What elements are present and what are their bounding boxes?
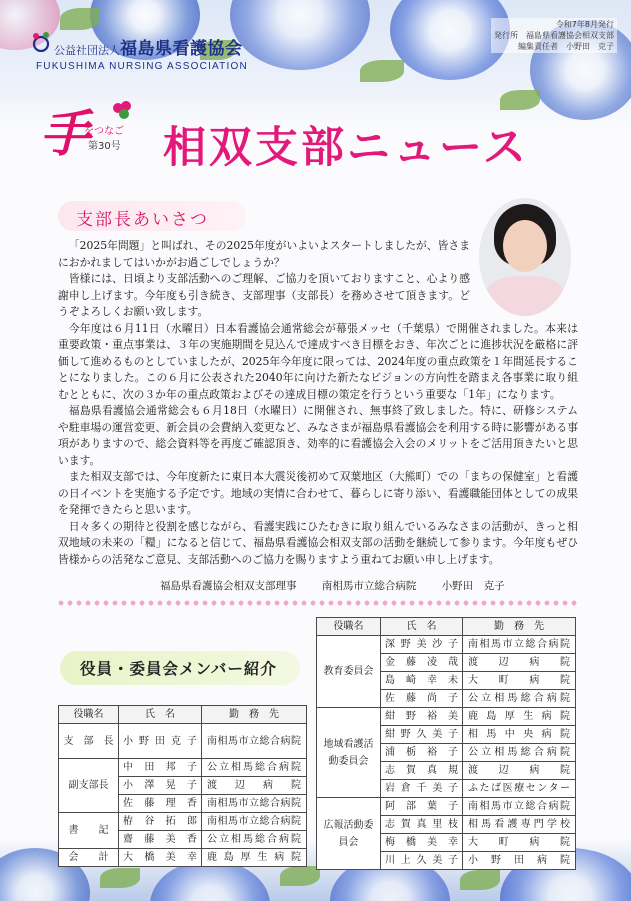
- member-name: 大橋美幸: [119, 849, 202, 867]
- committee-cell: 地域看護活動委員会: [317, 708, 381, 798]
- table-row: [59, 759, 307, 777]
- member-name: 志賀真規: [381, 762, 463, 780]
- emblem-subtitle: をつなご: [84, 126, 124, 137]
- member-workplace: 公立相馬総合病院: [202, 831, 307, 849]
- table-row: [59, 849, 307, 867]
- member-workplace: ふたば医療センター: [463, 780, 576, 798]
- member-workplace: 公立相馬総合病院: [463, 690, 576, 708]
- member-name: 阿部葉子: [381, 798, 463, 816]
- member-workplace: 渡辺病院: [202, 777, 307, 795]
- organization-name: [54, 34, 243, 59]
- greeting-body: [58, 238, 578, 568]
- clover-icon: [110, 100, 136, 120]
- greeting-paragraph: 今年度は６月11日（水曜日）日本看護協会通常総会が幕張メッセ（千葉県）で開催されました。本来は重要政策・重点事業は、３年の実施期間を見込んで達成すべき目標をおき、年次ごとに進捗状況を厳格に評価して進めるものとしていましたが、2025年今年度に限っては、2024年度の重点政策を１年間延長することになりました。この６月に公表された2040年に向けた新たなビジョンの方向性を踏まえ各事業に取り組むとともに、次の３か年の重点政策およびその達成目標の策定を行うという重要な「1年」になります。: [58, 321, 578, 401]
- table-row: [317, 708, 576, 726]
- column-header: 勤 務 先: [463, 618, 576, 636]
- member-workplace: 公立相馬総合病院: [463, 744, 576, 762]
- member-workplace: 鹿島厚生病院: [202, 849, 307, 867]
- member-name: 金藤凌哉: [381, 654, 463, 672]
- issue-number: 第30号: [88, 141, 121, 152]
- member-name: 岩倉千美子: [381, 780, 463, 798]
- member-workplace: 相馬看護専門学校: [463, 816, 576, 834]
- member-workplace: 小野田病院: [463, 852, 576, 870]
- member-name: 紺野久美子: [381, 726, 463, 744]
- table-row: [317, 636, 576, 654]
- greeting-heading-text: 支部長あいさつ: [76, 210, 209, 230]
- table-row: [59, 813, 307, 831]
- member-workplace: 南相馬市立総合病院: [463, 798, 576, 816]
- member-workplace: 鹿島厚生病院: [463, 708, 576, 726]
- editor: 編集責任者 小野田 克子: [518, 42, 614, 51]
- issue-emblem: [40, 106, 152, 166]
- column-header: 役職名: [59, 706, 119, 724]
- table-row: [59, 724, 307, 759]
- greeting-paragraph: 日々多くの期待と役割を感じながら、看護実践にひたむきに取り組んでいるみなさまの活動が、きっと相双地域の未来の「糧」になると信じて、福島県看護協会相双支部の活動を継続して参ります。今年度もぜひ皆様からの活発なご意見、支部活動へのご協力を賜りますよう重ねてお願い申し上げます。: [58, 519, 578, 566]
- member-workplace: 南相馬市立総合病院: [202, 724, 307, 759]
- role-cell: 会 計: [59, 849, 119, 867]
- committees-table: [316, 617, 576, 870]
- member-name: 齋藤美香: [119, 831, 202, 849]
- column-header: 氏 名: [381, 618, 463, 636]
- member-name: 佐藤尚子: [381, 690, 463, 708]
- member-name: 紺野裕美: [381, 708, 463, 726]
- member-workplace: 大町病院: [463, 672, 576, 690]
- member-name: 小野田克子: [119, 724, 202, 759]
- greeting-paragraph: 福島県看護協会通常総会も６月18日（水曜日）に開催され、無事終了致しました。特に、研修システムや駐車場の運営変更、新会員の会費納入変更など、みなさまが福島県看護協会を利用する時に影響がある事項がありますので、総会資料等を再度ご確認頂き、効率的に看護協会入会のメリットをご活用頂きたいと思います。: [58, 404, 578, 467]
- member-workplace: 南相馬市立総合病院: [202, 813, 307, 831]
- committee-cell: 広報活動委員会: [317, 798, 381, 870]
- column-header: 勤 務 先: [202, 706, 307, 724]
- member-name: 梅橋美幸: [381, 834, 463, 852]
- member-workplace: 南相馬市立総合病院: [463, 636, 576, 654]
- org-name: 福島県看護協会: [120, 39, 243, 59]
- member-name: 川上久美子: [381, 852, 463, 870]
- publication-info: [491, 18, 617, 53]
- member-name: 島崎幸未: [381, 672, 463, 690]
- association-logo-icon: [28, 30, 54, 52]
- greeting-signature: [160, 578, 580, 593]
- signer-affiliation: 南相馬市立総合病院: [321, 580, 417, 592]
- committee-cell: 教育委員会: [317, 636, 381, 708]
- member-workplace: 南相馬市立総合病院: [202, 795, 307, 813]
- roster-heading: [60, 651, 300, 685]
- greeting-paragraph: また相双支部では、今年度新たに東日本大震災後初めて双葉地区（大熊町）での「まちの保健室」と看護の日イベントを実施する予定です。地域の実情に合わせて、暮らしに寄り添い、看護職能団体としての成果を発揮できたらと思います。: [58, 470, 578, 516]
- newsletter-title: 相双支部ニュース: [163, 123, 529, 173]
- member-name: 中田邦子: [119, 759, 202, 777]
- member-name: 志賀真里枝: [381, 816, 463, 834]
- greeting-paragraph: 「2025年問題」と叫ばれ、その2025年度がいよいよスタートしましたが、皆さまにおかれましてはいかがお過ごしでしょうか？: [58, 239, 470, 269]
- publication-date: 令和7年8月発行: [555, 20, 614, 29]
- column-header: 氏 名: [119, 706, 202, 724]
- member-name: 佐藤理香: [119, 795, 202, 813]
- member-workplace: 渡辺病院: [463, 762, 576, 780]
- member-name: 深野美沙子: [381, 636, 463, 654]
- member-name: 小澤晃子: [119, 777, 202, 795]
- publisher: 発行所 福島県看護協会相双支部: [494, 31, 614, 40]
- officers-table: [58, 705, 307, 867]
- member-name: 浦栃裕子: [381, 744, 463, 762]
- dotted-divider: [56, 598, 580, 608]
- column-header: 役職名: [317, 618, 381, 636]
- table-row: [317, 798, 576, 816]
- member-workplace: 公立相馬総合病院: [202, 759, 307, 777]
- emblem-hand-character: 手: [40, 105, 90, 163]
- greeting-heading: [58, 201, 246, 231]
- member-workplace: 渡辺病院: [463, 654, 576, 672]
- table-header-row: [317, 618, 576, 636]
- member-workplace: 大町病院: [463, 834, 576, 852]
- table-header-row: [59, 706, 307, 724]
- signer-role: 福島県看護協会相双支部理事: [160, 580, 297, 592]
- org-english-name: FUKUSHIMA NURSING ASSOCIATION: [36, 61, 248, 72]
- member-workplace: 相馬中央病院: [463, 726, 576, 744]
- role-cell: 書 記: [59, 813, 119, 849]
- greeting-paragraph: 皆様には、日頃より支部活動へのご理解、ご協力を頂いておりますこと、心より感謝申し上げます。今年度も引き続き、支部理事（支部長）を務めさせて頂きます。どうぞよろしくお願い致します。: [58, 272, 470, 318]
- member-name: 栫谷拓郎: [119, 813, 202, 831]
- role-cell: 副支部長: [59, 759, 119, 813]
- role-cell: 支 部 長: [59, 724, 119, 759]
- org-prefix: 公益社団法人: [54, 44, 120, 57]
- roster-heading-text: 役員・委員会メンバー紹介: [80, 660, 277, 678]
- signer-name: 小野田 克子: [441, 580, 505, 592]
